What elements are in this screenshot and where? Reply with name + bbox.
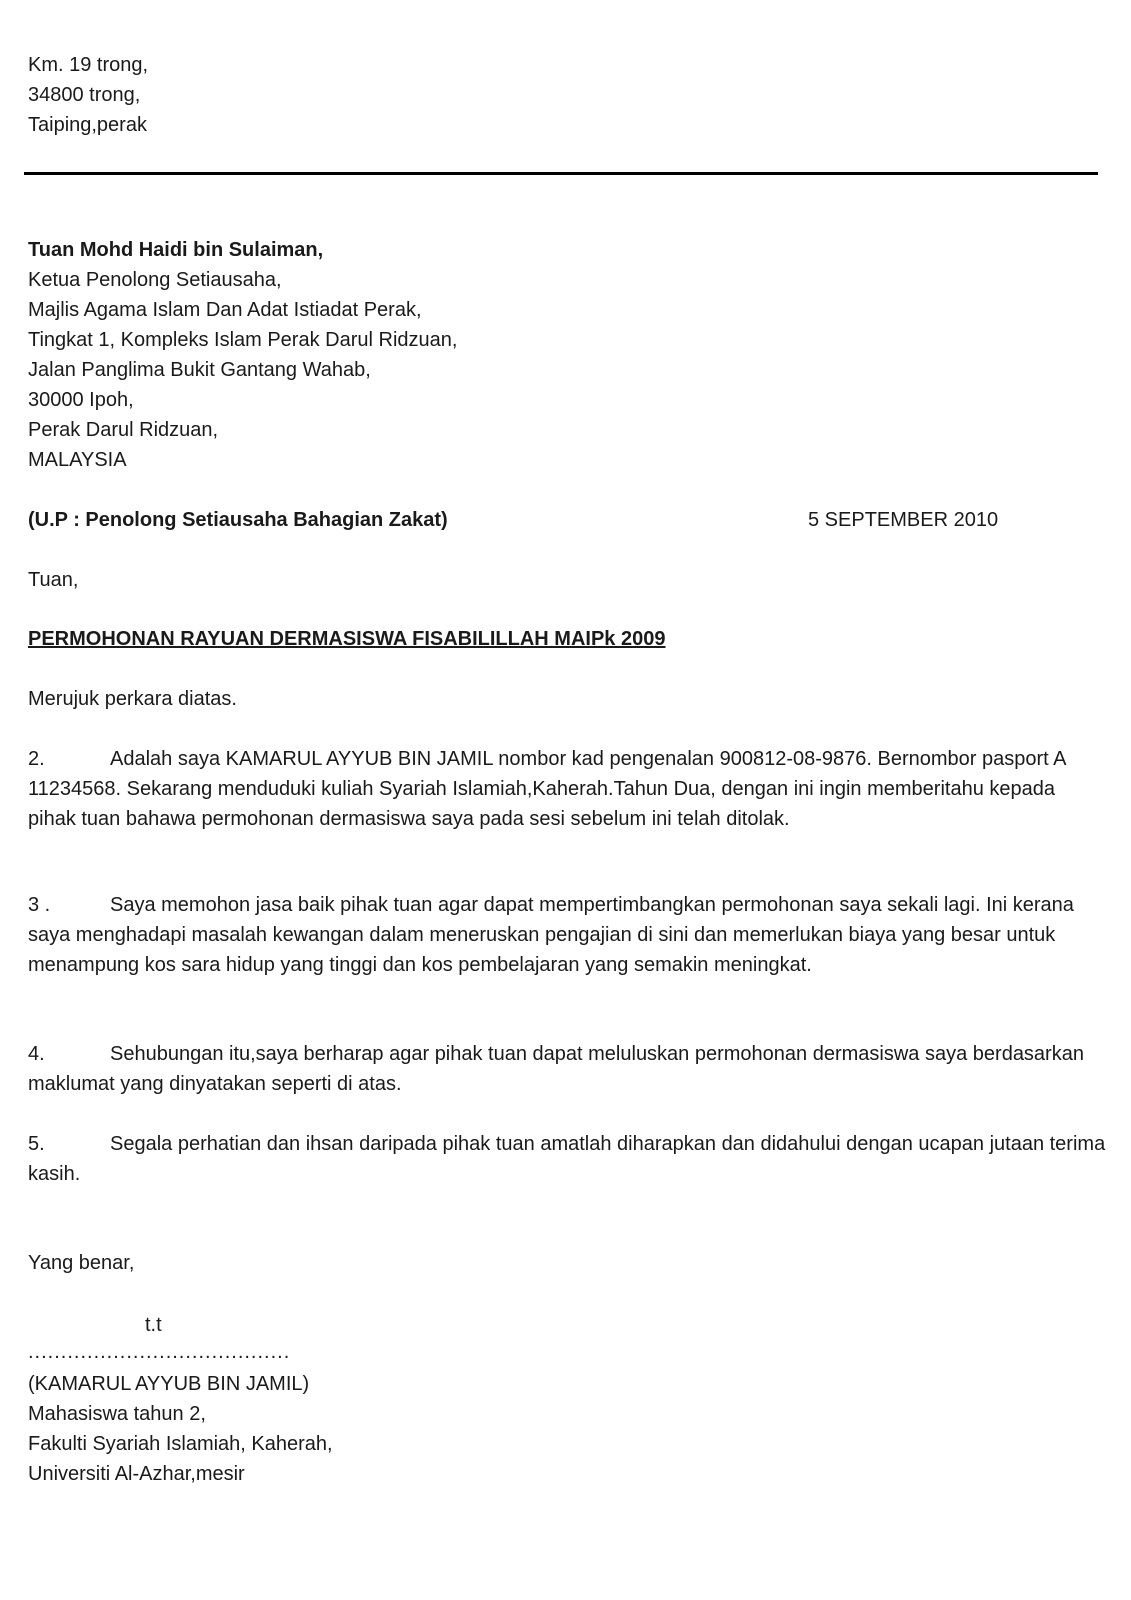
- paragraph-text: Saya memohon jasa baik pihak tuan agar dapat mempertimbangkan permohonan saya sekali lagi. Ini kerana saya menghadapi masalah kewangan dalam meneruskan pengajian di sini dan memerlukan biaya yang besar untuk menampung kos sara hidup yang tinggi dan kos pembelajaran yang semakin meningkat.: [28, 894, 1074, 976]
- signer-line: Universiti Al-Azhar,mesir: [28, 1463, 245, 1485]
- paragraph-number: 4.: [28, 1043, 45, 1065]
- body-paragraph-4: [28, 1039, 1108, 1099]
- paragraph-text: Adalah saya KAMARUL AYYUB BIN JAMIL nombor kad pengenalan 900812-08-9876. Bernombor pasport A 11234568. Sekarang menduduki kuliah Syariah Islamiah,Kaherah.Tahun Dua, dengan ini ingin memberitahu kepada pihak tuan bahawa permohonan dermasiswa saya pada sesi sebelum ini telah ditolak.: [28, 748, 1066, 830]
- recipient-line: 30000 Ipoh,: [28, 389, 134, 411]
- paragraph-text: Sehubungan itu,saya berharap agar pihak tuan dapat meluluskan permohonan dermasiswa saya berdasarkan maklumat yang dinyatakan seperti di atas.: [28, 1043, 1084, 1095]
- paragraph-number: 3 .: [28, 894, 51, 916]
- signer-line: Fakulti Syariah Islamiah, Kaherah,: [28, 1433, 333, 1455]
- paragraph-number: 5.: [28, 1133, 45, 1155]
- body-paragraph-3: [28, 890, 1108, 980]
- sender-address-line-3: Taiping,perak: [28, 114, 147, 136]
- paragraph-text: Segala perhatian dan ihsan daripada pihak tuan amatlah diharapkan dan didahului dengan ucapan jutaan terima kasih.: [28, 1133, 1106, 1185]
- recipient-name: Tuan Mohd Haidi bin Sulaiman,: [28, 239, 324, 261]
- body-paragraph-2: [28, 744, 1108, 834]
- recipient-line: Tingkat 1, Kompleks Islam Perak Darul Ridzuan,: [28, 329, 458, 351]
- header-divider: [24, 172, 1098, 175]
- signature-line: ........................................: [28, 1341, 291, 1363]
- signature-mark: t.t: [145, 1314, 162, 1336]
- signer-line: Mahasiswa tahun 2,: [28, 1403, 206, 1425]
- paragraph-number: 2.: [28, 748, 45, 770]
- recipient-line: Ketua Penolong Setiausaha,: [28, 269, 282, 291]
- recipient-line: Jalan Panglima Bukit Gantang Wahab,: [28, 359, 371, 381]
- signer-name: (KAMARUL AYYUB BIN JAMIL): [28, 1373, 310, 1395]
- sender-address-line-1: Km. 19 trong,: [28, 54, 149, 76]
- recipient-line: Majlis Agama Islam Dan Adat Istiadat Perak,: [28, 299, 422, 321]
- recipient-line: MALAYSIA: [28, 449, 127, 471]
- closing: Yang benar,: [28, 1252, 135, 1274]
- salutation: Tuan,: [28, 569, 79, 591]
- reference-line: Merujuk perkara diatas.: [28, 688, 237, 710]
- recipient-line: Perak Darul Ridzuan,: [28, 419, 219, 441]
- attention-line: (U.P : Penolong Setiausaha Bahagian Zakat): [28, 509, 448, 531]
- letter-date: 5 SEPTEMBER 2010: [808, 509, 999, 531]
- letter-subject: PERMOHONAN RAYUAN DERMASISWA FISABILILLAH MAIPk 2009: [28, 628, 666, 650]
- body-paragraph-5: [28, 1129, 1108, 1189]
- sender-address-line-2: 34800 trong,: [28, 84, 141, 106]
